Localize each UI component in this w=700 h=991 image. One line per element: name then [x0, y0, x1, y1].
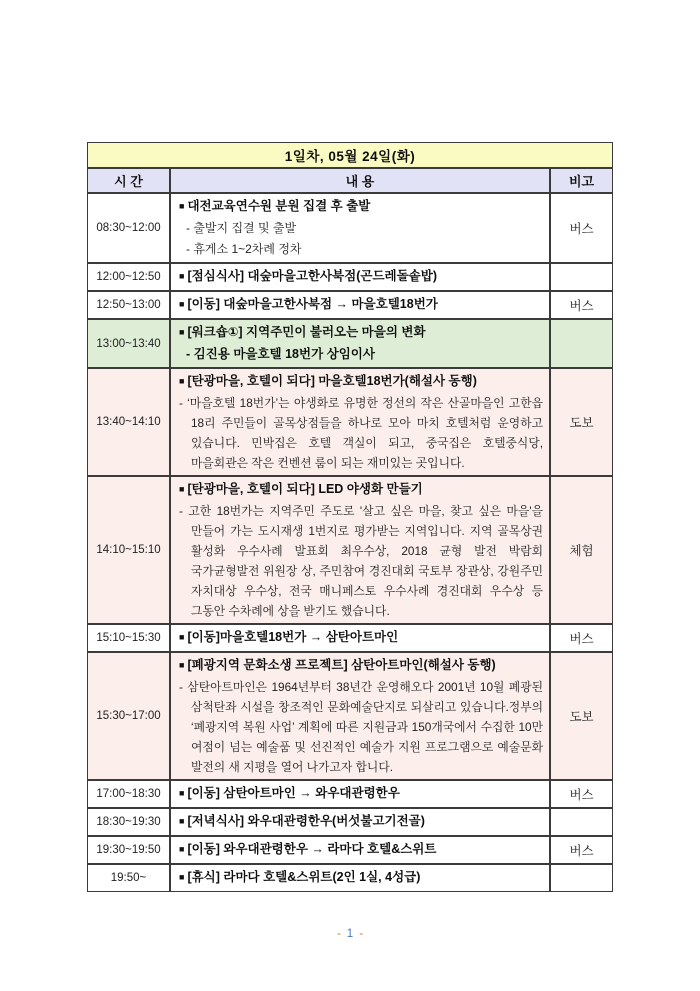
day-title: 1일차, 05월 24일(화): [87, 142, 613, 168]
schedule-heading: ■ [이동] 삼탄아트마인 → 와우대관령한우: [179, 786, 400, 800]
content-cell: [170, 193, 550, 263]
content-cell: [170, 624, 550, 652]
content-cell: [170, 368, 550, 476]
table-row: [87, 652, 613, 780]
content-cell: [170, 476, 550, 624]
table-row: [87, 476, 613, 624]
bullet-icon: ■: [179, 327, 185, 337]
note-cell: 버스: [550, 624, 613, 652]
note-cell: [550, 263, 613, 291]
table-row: [87, 291, 613, 319]
time-cell: 15:10~15:30: [87, 624, 170, 652]
schedule-heading: ■ [탄광마을, 호텔이 되다] 마을호텔18번가(해설사 동행): [179, 374, 477, 388]
note-cell: 체험: [550, 476, 613, 624]
content-cell: [170, 652, 550, 780]
description-paragraph: - 고한 18번가는 지역주민 주도로 '살고 싶은 마을, 찾고 싶은 마을'을 만들어 가는 도시재생 1번지로 평가받는 지역입니다. 지역 골목상권 활성화 우수사례 발표회 최우수상, 2018 균형 발전 박람회 국가균형발전 위원장 상, 주민참여 경진대회 국토부 장관상, 강원주민 자치대상 우수상, 전국 매니페스토 우수사례 경진대회 우수상 등 그동안 수차례에 상을 받기도 했습니다.: [179, 504, 543, 618]
bullet-icon: ■: [179, 299, 185, 309]
header-row: [87, 168, 613, 193]
time-cell: 14:10~15:10: [87, 476, 170, 624]
sub-item: - 휴게소 1~2차례 정차: [186, 242, 302, 256]
table-row-workshop: [87, 319, 613, 368]
schedule-heading: ■ [탄광마을, 호텔이 되다] LED 야생화 만들기: [179, 482, 423, 496]
time-cell: 12:50~13:00: [87, 291, 170, 319]
note-cell: 도보: [550, 368, 613, 476]
time-cell: 15:30~17:00: [87, 652, 170, 780]
column-header-time: 시 간: [87, 168, 170, 193]
table-row: [87, 624, 613, 652]
note-cell: 버스: [550, 780, 613, 808]
schedule-heading: ■ [이동] 대숲마을고한사북점 → 마을호텔18번가: [179, 297, 438, 311]
table-row: [87, 808, 613, 836]
note-cell: [550, 319, 613, 368]
table-row: [87, 780, 613, 808]
content-cell: [170, 780, 550, 808]
table-row: [87, 836, 613, 864]
time-cell: 12:00~12:50: [87, 263, 170, 291]
note-cell: 버스: [550, 291, 613, 319]
content-cell: [170, 319, 550, 368]
sub-item: - 출발지 집결 및 출발: [186, 221, 297, 235]
schedule-heading: ■ [이동] 와우대관령한우 → 라마다 호텔&스위트: [179, 842, 437, 856]
note-cell: 버스: [550, 193, 613, 263]
table-row: [87, 263, 613, 291]
time-cell: 19:50~: [87, 864, 170, 892]
time-cell: 08:30~12:00: [87, 193, 170, 263]
bullet-icon: ■: [179, 660, 185, 670]
footer-dash-right: -: [359, 928, 364, 940]
bullet-icon: ■: [179, 484, 185, 494]
schedule-heading: ■ [이동]마을호텔18번가 → 삼탄아트마인: [179, 630, 399, 644]
sub-item: - 김진용 마을호텔 18번가 상임이사: [186, 347, 375, 361]
time-cell: 17:00~18:30: [87, 780, 170, 808]
note-cell: [550, 808, 613, 836]
schedule-heading: ■ [점심식사] 대숲마을고한사북점(곤드레돌솥밥): [179, 269, 437, 283]
note-cell: 버스: [550, 836, 613, 864]
bullet-icon: ■: [179, 271, 185, 281]
time-cell: 13:40~14:10: [87, 368, 170, 476]
column-header-content: 내 용: [170, 168, 550, 193]
bullet-icon: ■: [179, 201, 185, 211]
schedule-heading: ■ [휴식] 라마다 호텔&스위트(2인 1실, 4성급): [179, 870, 421, 884]
schedule-heading: ■ 대전교육연수원 분원 집결 후 출발: [179, 199, 371, 213]
title-row: [87, 142, 613, 168]
schedule-heading: ■ [저녁식사] 와우대관령한우(버섯불고기전골): [179, 814, 425, 828]
footer-dash-left: -: [336, 928, 341, 940]
content-cell: [170, 836, 550, 864]
bullet-icon: ■: [179, 844, 185, 854]
time-cell: 19:30~19:50: [87, 836, 170, 864]
table-row: [87, 368, 613, 476]
content-cell: [170, 263, 550, 291]
bullet-icon: ■: [179, 632, 185, 642]
schedule-heading: ■ [워크숍①] 지역주민이 불러오는 마을의 변화: [179, 325, 426, 339]
page-footer: [0, 928, 700, 940]
schedule-heading: ■ [폐광지역 문화소생 프로젝트] 삼탄아트마인(해설사 동행): [179, 658, 496, 672]
table-row: [87, 864, 613, 892]
content-cell: [170, 291, 550, 319]
bullet-icon: ■: [179, 788, 185, 798]
bullet-icon: ■: [179, 872, 185, 882]
table-row: [87, 193, 613, 263]
page-number: 1: [346, 928, 354, 940]
bullet-icon: ■: [179, 376, 185, 386]
description-paragraph: - 삼탄아트마인은 1964년부터 38년간 운영해오다 2001년 10월 폐광된 삼척탄좌 시설을 창조적인 문화예술단지로 되살리고 있습니다.정부의 ‘폐광지역 복원 사업’ 계획에 따른 지원금과 150개국에서 수집한 10만 여점이 넘는 예술품 및 선진적인 예술가 지원 프로그램으로 예술문화 발전의 새 지평을 열어 나가고자 합니다.: [179, 680, 543, 774]
schedule-table: [87, 142, 613, 892]
note-cell: 도보: [550, 652, 613, 780]
content-cell: [170, 808, 550, 836]
time-cell: 18:30~19:30: [87, 808, 170, 836]
content-cell: [170, 864, 550, 892]
time-cell: 13:00~13:40: [87, 319, 170, 368]
note-cell: [550, 864, 613, 892]
bullet-icon: ■: [179, 816, 185, 826]
column-header-note: 비고: [550, 168, 613, 193]
description-paragraph: - ‘마을호텔 18번가’는 야생화로 유명한 정선의 작은 산골마을인 고한읍 18리 주민들이 골목상점들을 하나로 모아 마치 호텔처럼 운영하고 있습니다. 민박집은 호텔 객실이 되고, 중국집은 호텔중식당, 마을회관은 작은 컨벤션 룸이 되는 재미있는 곳입니다.: [179, 396, 543, 470]
